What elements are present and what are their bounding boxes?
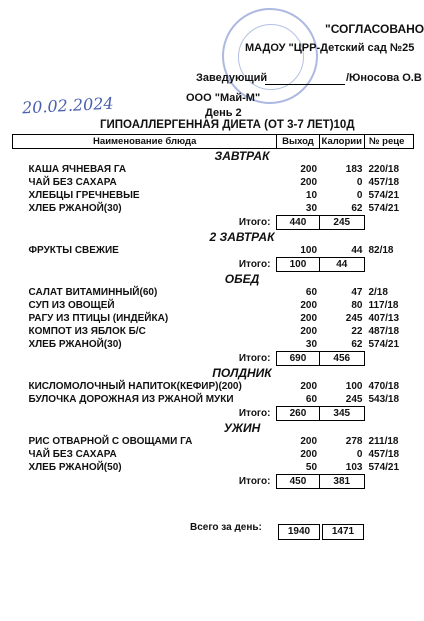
dish-output: 200 — [300, 436, 318, 447]
menu-item-row — [13, 176, 414, 189]
meal-section-title — [13, 230, 414, 245]
approved-heading: "СОГЛАСОВАНО — [325, 22, 424, 36]
dish-recipe-number: 574/21 — [368, 339, 400, 351]
dish-name: РАГУ ИЗ ПТИЦЫ (ИНДЕЙКА) — [28, 313, 169, 324]
dish-output: 100 — [300, 245, 318, 256]
meal-section-title — [13, 421, 414, 436]
dish-recipe-number: 470/18 — [368, 381, 400, 392]
dish-calories: 44 — [351, 245, 363, 256]
menu-item-row — [13, 312, 414, 325]
menu-item-row — [13, 299, 414, 312]
day-total-label: Всего за день: — [190, 522, 262, 533]
signature-line — [265, 84, 345, 85]
col-header-out: Выход — [277, 135, 319, 149]
dish-name: ХЛЕБ РЖАНОЙ(30) — [28, 203, 122, 215]
head-name: /Юносова О.В — [346, 72, 422, 84]
dish-output: 30 — [305, 339, 318, 350]
stamp-seal — [222, 8, 318, 104]
col-header-kcal: Калории — [319, 135, 364, 149]
menu-item-row — [13, 435, 414, 448]
dish-output: 200 — [300, 313, 318, 324]
menu-item-row — [13, 325, 414, 338]
head-label: Заведующий — [196, 72, 268, 84]
meal-total-label: Итого: — [238, 476, 271, 487]
dish-output: 200 — [300, 449, 318, 460]
dish-recipe-number: 487/18 — [368, 326, 400, 337]
dish-recipe-number: 574/21 — [368, 462, 400, 474]
menu-table — [12, 134, 414, 489]
meal-section-title — [13, 272, 414, 287]
meal-total-spacer — [364, 216, 413, 230]
meal-total-row — [13, 407, 414, 421]
meal-total-spacer — [364, 258, 413, 272]
dish-name: КАША ЯЧНЕВАЯ ГА — [28, 164, 127, 175]
dish-output: 50 — [305, 462, 318, 473]
dish-output: 200 — [300, 300, 318, 311]
meal-title: ПОЛДНИК — [212, 366, 272, 380]
dish-recipe-number: 407/13 — [368, 313, 400, 324]
meal-total-label: Итого: — [238, 353, 271, 364]
meal-total-kcal: 456 — [319, 352, 364, 366]
dish-name: ЧАЙ БЕЗ САХАРА — [28, 449, 117, 460]
dish-output: 60 — [305, 287, 318, 298]
dish-recipe-number: 574/21 — [368, 190, 400, 201]
dish-calories: 0 — [356, 449, 363, 460]
meal-total-label: Итого: — [238, 408, 271, 419]
dish-name: ФРУКТЫ СВЕЖИЕ — [28, 245, 119, 257]
dish-recipe-number: 211/18 — [368, 436, 399, 447]
day-number: День 2 — [205, 107, 242, 119]
dish-recipe-number: 574/21 — [368, 203, 400, 215]
dish-calories: 0 — [356, 177, 363, 188]
dish-name: ХЛЕБ РЖАНОЙ(30) — [28, 339, 122, 351]
meal-total-out: 260 — [277, 407, 319, 421]
dish-calories: 100 — [345, 381, 363, 392]
dish-name: РИС ОТВАРНОЙ С ОВОЩАМИ ГА — [28, 436, 193, 447]
dish-calories: 47 — [351, 287, 363, 298]
organization-name: МАДОУ "ЦРР-Детский сад №25 — [245, 42, 415, 54]
meal-total-spacer — [364, 352, 413, 366]
meal-total-row — [13, 352, 414, 366]
meal-total-label: Итого: — [238, 217, 271, 228]
dish-name: ЧАЙ БЕЗ САХАРА — [28, 177, 117, 188]
dish-calories: 0 — [356, 190, 363, 201]
meal-section-title — [13, 149, 414, 164]
dish-recipe-number: 457/18 — [368, 449, 400, 460]
meal-total-out: 450 — [277, 475, 319, 489]
dish-name: БУЛОЧКА ДОРОЖНАЯ ИЗ РЖАНОЙ МУКИ — [28, 394, 234, 406]
dish-output: 60 — [305, 394, 318, 405]
meal-total-row — [13, 258, 414, 272]
meal-total-kcal: 245 — [319, 216, 364, 230]
menu-item-row — [13, 380, 414, 393]
dish-calories: 103 — [345, 462, 363, 473]
diet-title: ГИПОАЛЛЕРГЕННАЯ ДИЕТА (ОТ 3-7 ЛЕТ)10Д — [100, 119, 355, 131]
meal-title: 2 ЗАВТРАК — [209, 230, 275, 244]
dish-calories: 80 — [351, 300, 363, 311]
dish-recipe-number: 543/18 — [368, 394, 400, 406]
dish-calories: 245 — [345, 313, 363, 324]
menu-item-row — [13, 461, 414, 475]
day-total-out: 1940 — [278, 524, 320, 540]
col-header-recipe: № реце — [364, 135, 413, 149]
dish-calories: 183 — [345, 164, 363, 175]
meal-total-spacer — [364, 475, 413, 489]
dish-output: 200 — [300, 164, 318, 175]
dish-output: 10 — [305, 190, 318, 201]
meal-total-row — [13, 475, 414, 489]
dish-name: КОМПОТ ИЗ ЯБЛОК Б/С — [28, 326, 146, 337]
menu-item-row — [13, 338, 414, 352]
meal-total-spacer — [364, 407, 413, 421]
meal-title: ОБЕД — [224, 272, 260, 286]
menu-item-row — [13, 202, 414, 216]
dish-name: КИСЛОМОЛОЧНЫЙ НАПИТОК(КЕФИР)(200) — [28, 381, 242, 392]
dish-name: ХЛЕБЦЫ ГРЕЧНЕВЫЕ — [28, 190, 140, 201]
menu-item-row — [13, 448, 414, 461]
menu-item-row — [13, 286, 414, 299]
dish-recipe-number: 2/18 — [368, 287, 388, 298]
meal-total-kcal: 44 — [319, 258, 364, 272]
dish-output: 30 — [305, 203, 318, 214]
table-header-row — [13, 135, 414, 149]
dish-output: 200 — [300, 326, 318, 337]
dish-name: СУП ИЗ ОВОЩЕЙ — [28, 300, 115, 311]
dish-calories: 278 — [345, 436, 363, 447]
dish-calories: 245 — [345, 394, 363, 405]
menu-item-row — [13, 189, 414, 202]
menu-item-row — [13, 163, 414, 176]
dish-calories: 22 — [351, 326, 363, 337]
handwritten-date: 20.02.2024 — [21, 93, 115, 118]
dish-output: 200 — [300, 381, 318, 392]
meal-title: ЗАВТРАК — [214, 149, 270, 163]
dish-recipe-number: 457/18 — [368, 177, 400, 188]
meal-total-kcal: 381 — [319, 475, 364, 489]
col-header-name: Наименование блюда — [13, 135, 277, 149]
dish-output: 200 — [300, 177, 318, 188]
menu-item-row — [13, 393, 414, 407]
dish-recipe-number: 117/18 — [368, 300, 399, 311]
day-total-kcal: 1471 — [322, 524, 364, 540]
meal-total-out: 440 — [277, 216, 319, 230]
meal-total-kcal: 345 — [319, 407, 364, 421]
supplier-name: ООО "Май-М" — [186, 92, 261, 104]
meal-section-title — [13, 366, 414, 381]
menu-item-row — [13, 244, 414, 258]
meal-total-label: Итого: — [238, 259, 271, 270]
dish-name: ХЛЕБ РЖАНОЙ(50) — [28, 462, 122, 474]
meal-title: УЖИН — [223, 421, 261, 435]
dish-calories: 62 — [351, 339, 363, 350]
dish-name: САЛАТ ВИТАМИННЫЙ(60) — [28, 287, 158, 298]
dish-recipe-number: 82/18 — [368, 245, 394, 257]
meal-total-row — [13, 216, 414, 230]
dish-calories: 62 — [351, 203, 363, 214]
dish-recipe-number: 220/18 — [368, 164, 400, 175]
meal-total-out: 690 — [277, 352, 319, 366]
meal-total-out: 100 — [277, 258, 319, 272]
